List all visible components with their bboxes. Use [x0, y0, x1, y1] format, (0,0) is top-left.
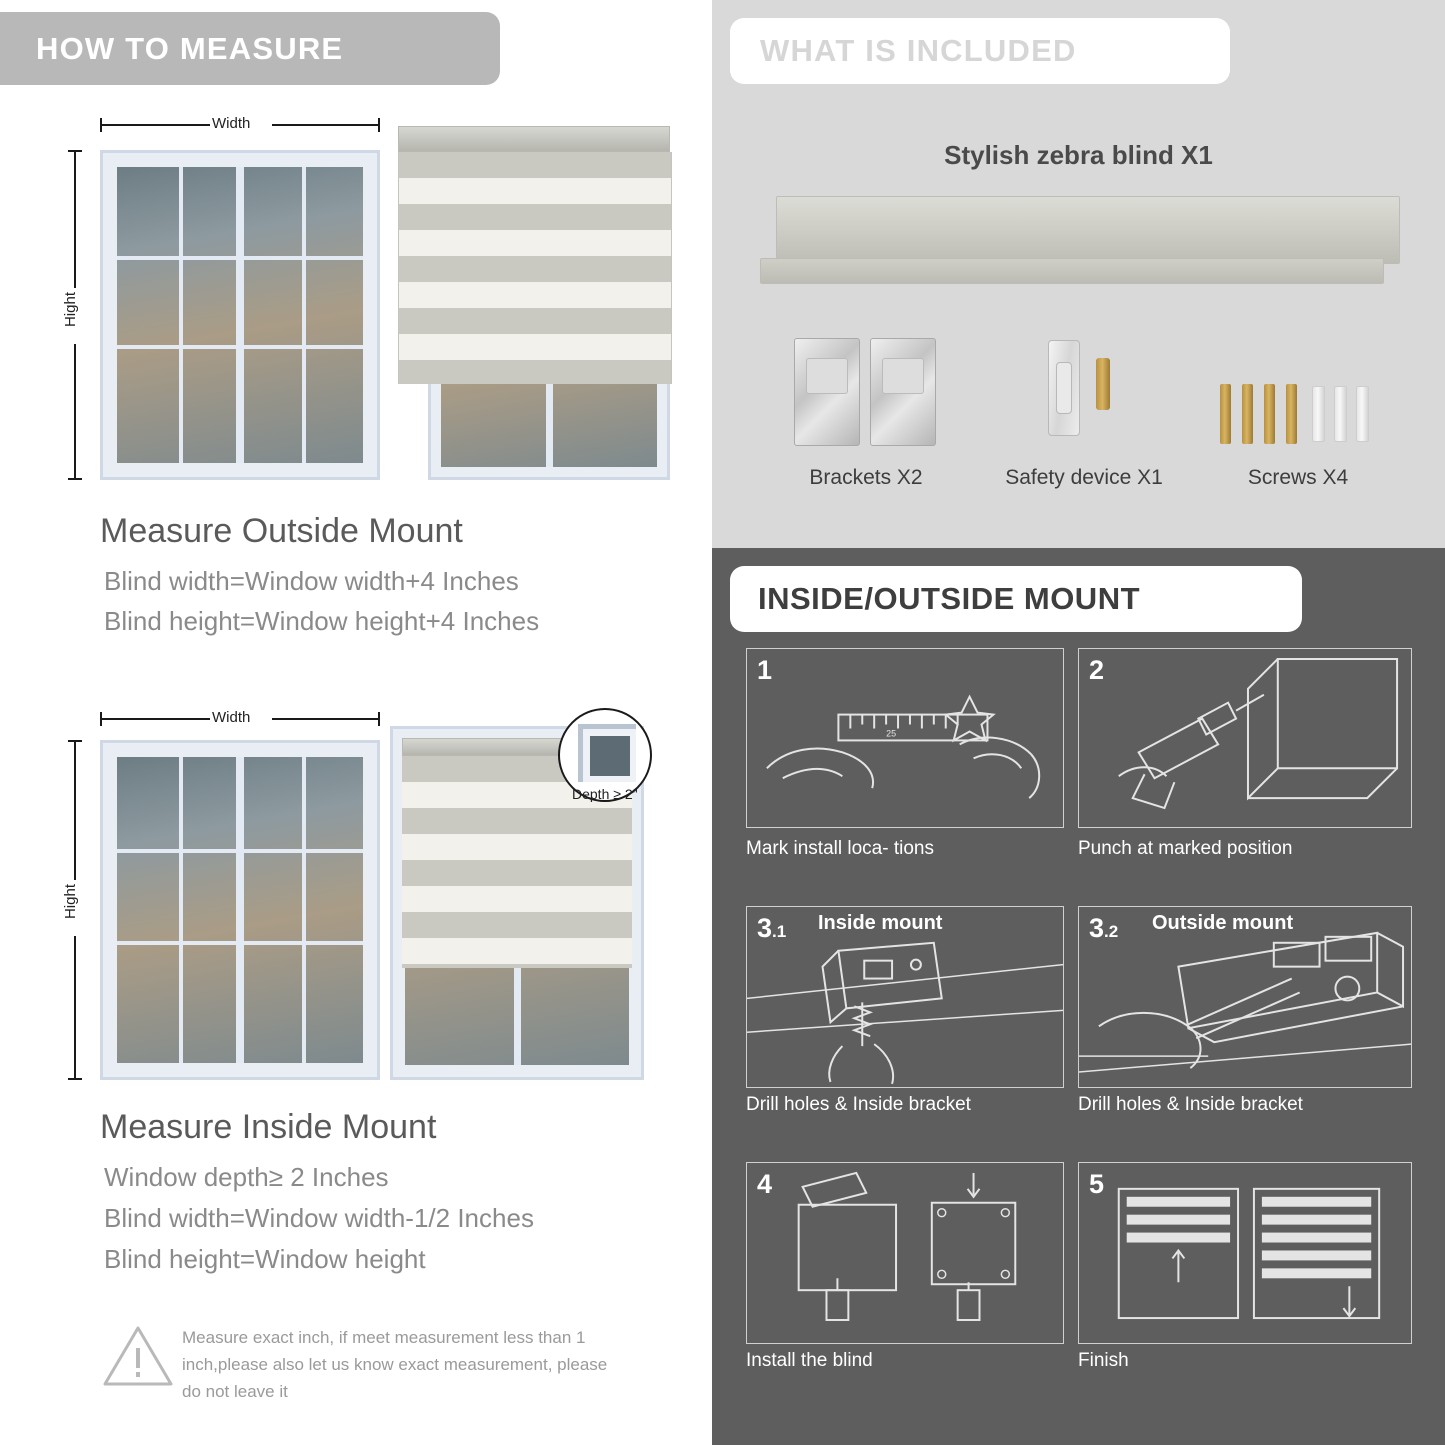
- step-2-number: 2: [1089, 655, 1105, 685]
- step-4-caption: Install the blind: [746, 1350, 873, 1371]
- screw-2: [1242, 384, 1253, 444]
- screw-4: [1286, 384, 1297, 444]
- step-3-1-caption: Drill holes & Inside bracket: [746, 1094, 971, 1115]
- safety-device-caption: Safety device X1: [1005, 466, 1163, 489]
- blind-outside-mount-illustration: [390, 120, 670, 480]
- zebra-fabric: [398, 152, 672, 384]
- step-3-2-number: 3.2: [1089, 913, 1119, 943]
- window-illustration-outside: [100, 150, 380, 480]
- screw-1: [1220, 384, 1231, 444]
- safety-device-inner: [1056, 362, 1072, 414]
- bracket-right-detail: [882, 358, 924, 394]
- step-5-number: 5: [1089, 1169, 1105, 1199]
- outside-mount-line-2: Blind height=Window height+4 Inches: [104, 606, 540, 636]
- outside-height-label: Hight: [62, 292, 79, 328]
- inside-mount-line-2: Blind width=Window width-1/2 Inches: [104, 1203, 534, 1233]
- inside-height-label: Hight: [62, 884, 79, 920]
- measure-note: Measure exact inch, if meet measurement less than 1 inch,please also let us know exact measurement, please do not leave it: [182, 1328, 608, 1401]
- step-4-number: 4: [757, 1169, 773, 1199]
- step-3-2-caption: Drill holes & Inside bracket: [1078, 1094, 1303, 1115]
- step-2-caption: Punch at marked position: [1078, 838, 1293, 859]
- step-3-1-number: 3.1: [757, 913, 787, 943]
- what-included-panel: [712, 0, 1445, 548]
- step-2-cell: [1078, 648, 1412, 828]
- outside-mount-line-1: Blind width=Window width+4 Inches: [104, 566, 519, 596]
- zebra-blind-product: [760, 196, 1400, 288]
- step-5-sketch: [1079, 1163, 1411, 1344]
- anchor-1: [1312, 386, 1325, 442]
- depth-label: Depth ≥ 2": [572, 786, 638, 802]
- inside-mount-line-1: Window depth≥ 2 Inches: [104, 1162, 389, 1192]
- brackets-caption: Brackets X2: [809, 466, 923, 489]
- step-4-cell: [746, 1162, 1064, 1344]
- anchor-2: [1334, 386, 1347, 442]
- inside-mount-title: Measure Inside Mount: [100, 1108, 437, 1146]
- inside-mount-diagram: [60, 708, 680, 1098]
- anchor-3: [1356, 386, 1369, 442]
- inside-mount-line-3: Blind height=Window height: [104, 1244, 426, 1274]
- inside-width-label: Width: [212, 709, 251, 726]
- step-4-sketch: [747, 1163, 1063, 1344]
- step-1-cell: [746, 648, 1064, 828]
- outside-width-label: Width: [212, 115, 251, 132]
- step-3-1-inline-label: Inside mount: [818, 912, 943, 934]
- mount-instructions-panel: [712, 548, 1445, 1445]
- bracket-left-detail: [806, 358, 848, 394]
- step-1-number: 1: [757, 655, 773, 685]
- step-1-caption: Mark install loca- tions: [746, 838, 934, 859]
- svg-text:25: 25: [886, 728, 897, 739]
- screw-3: [1264, 384, 1275, 444]
- warning-triangle-icon: [102, 1322, 174, 1393]
- mount-header: INSIDE/OUTSIDE MOUNT: [730, 566, 1302, 632]
- outside-mount-title: Measure Outside Mount: [100, 512, 463, 550]
- what-included-header: WHAT IS INCLUDED: [730, 18, 1230, 84]
- safety-screw: [1096, 358, 1110, 410]
- window-illustration-inside: [100, 740, 380, 1080]
- step-3-2-inline-label: Outside mount: [1152, 912, 1294, 934]
- step-1-sketch: [747, 649, 1063, 828]
- right-column: [712, 0, 1445, 1445]
- step-2-sketch: [1079, 649, 1411, 828]
- step-5-caption: Finish: [1078, 1350, 1129, 1371]
- step-5-cell: [1078, 1162, 1412, 1344]
- how-to-measure-header: HOW TO MEASURE: [0, 12, 500, 85]
- main-item-label: Stylish zebra blind X1: [944, 140, 1213, 170]
- screws-caption: Screws X4: [1247, 466, 1349, 489]
- how-to-measure-column: [0, 0, 712, 1445]
- outside-mount-diagram: [60, 110, 680, 500]
